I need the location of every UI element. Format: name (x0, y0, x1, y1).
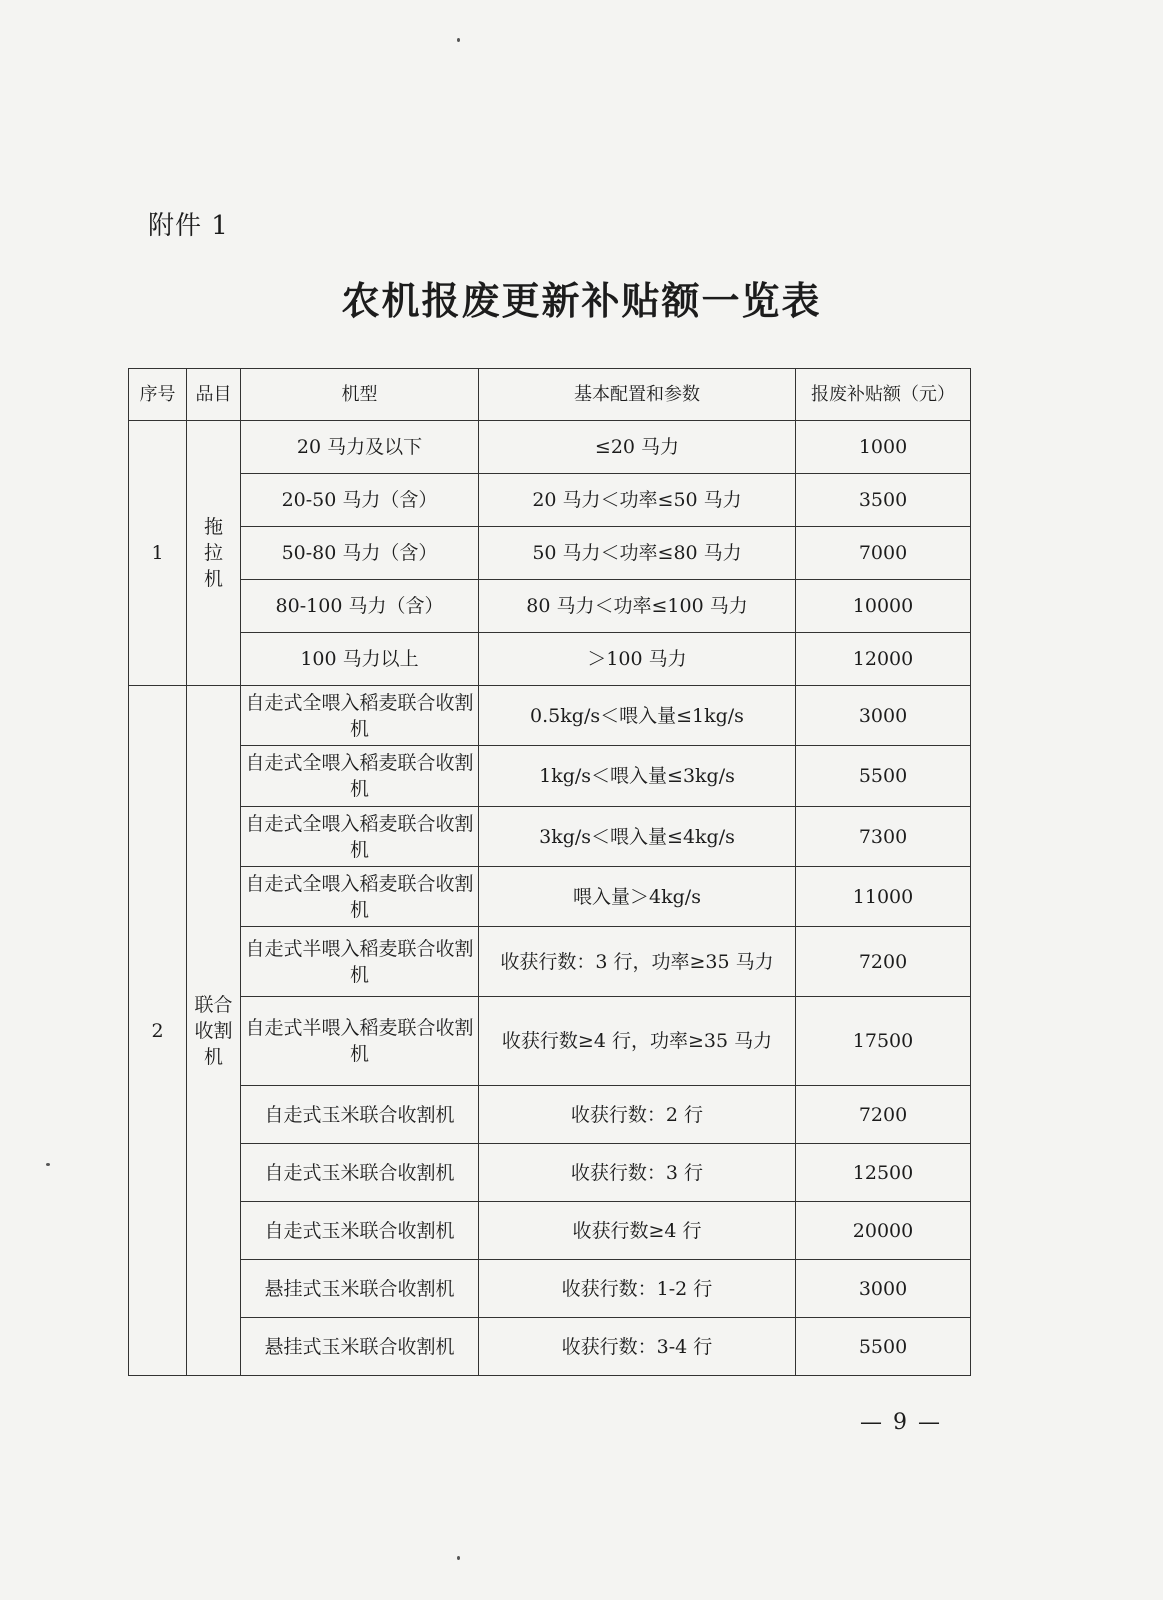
table-row (129, 474, 971, 527)
subsidy-cell: 12500 (796, 1144, 971, 1202)
subsidy-cell: 5500 (796, 746, 971, 807)
config-cell: 收获行数≥4 行 (479, 1202, 796, 1260)
subsidy-cell: 7000 (796, 527, 971, 580)
category-line: 机 (203, 568, 223, 590)
attachment-label: 附件 1 (148, 211, 229, 241)
subsidy-cell: 7300 (796, 807, 971, 867)
subsidy-cell: 3000 (796, 686, 971, 746)
model-cell: 自走式玉米联合收割机 (241, 1144, 479, 1202)
subsidy-cell: 20000 (796, 1202, 971, 1260)
subsidy-cell: 5500 (796, 1318, 971, 1376)
table-row (129, 633, 971, 686)
config-cell: 喂入量＞4kg/s (479, 867, 796, 927)
config-cell: 80 马力＜功率≤100 马力 (479, 580, 796, 633)
model-cell: 自走式半喂入稻麦联合收割机 (241, 927, 479, 997)
model-cell: 20 马力及以下 (241, 421, 479, 474)
table-row (129, 867, 971, 927)
config-cell: 收获行数≥4 行，功率≥35 马力 (479, 997, 796, 1086)
table-row (129, 927, 971, 997)
subsidy-table (128, 368, 971, 1376)
table-row (129, 1202, 971, 1260)
config-cell: 收获行数：2 行 (479, 1086, 796, 1144)
seq-cell: 1 (129, 421, 187, 686)
model-cell: 悬挂式玉米联合收割机 (241, 1260, 479, 1318)
category-cell (187, 686, 241, 1376)
subsidy-cell: 12000 (796, 633, 971, 686)
config-cell: 收获行数：3-4 行 (479, 1318, 796, 1376)
model-cell: 自走式玉米联合收割机 (241, 1202, 479, 1260)
category-line: 收割 (194, 1019, 233, 1042)
header-model: 机型 (241, 369, 479, 421)
subsidy-cell: 10000 (796, 580, 971, 633)
category-line: 拖 (203, 516, 223, 538)
model-cell: 自走式半喂入稻麦联合收割机 (241, 997, 479, 1086)
subsidy-cell: 1000 (796, 421, 971, 474)
model-cell: 50-80 马力（含） (241, 527, 479, 580)
model-cell: 自走式全喂入稻麦联合收割机 (241, 807, 479, 867)
category-line: 机 (203, 1045, 223, 1068)
subsidy-cell: 11000 (796, 867, 971, 927)
table-row (129, 1144, 971, 1202)
table-row (129, 746, 971, 807)
config-cell: 0.5kg/s＜喂入量≤1kg/s (479, 686, 796, 746)
config-cell: 收获行数：3 行，功率≥35 马力 (479, 927, 796, 997)
model-cell: 自走式全喂入稻麦联合收割机 (241, 686, 479, 746)
subsidy-cell: 3000 (796, 1260, 971, 1318)
scan-speck (46, 1163, 50, 1166)
model-cell: 80-100 马力（含） (241, 580, 479, 633)
table-row (129, 580, 971, 633)
model-cell: 20-50 马力（含） (241, 474, 479, 527)
seq-cell: 2 (129, 686, 187, 1376)
header-category: 品目 (187, 369, 241, 421)
config-cell: 1kg/s＜喂入量≤3kg/s (479, 746, 796, 807)
config-cell: 3kg/s＜喂入量≤4kg/s (479, 807, 796, 867)
header-row (129, 369, 971, 421)
header-subsidy: 报废补贴额（元） (796, 369, 971, 421)
table-row (129, 997, 971, 1086)
category-line: 拉 (203, 542, 223, 564)
table-row (129, 686, 971, 746)
table-row (129, 1086, 971, 1144)
subsidy-cell: 7200 (796, 927, 971, 997)
page-number: — 9 — (860, 1410, 942, 1435)
table-row (129, 1260, 971, 1318)
model-cell: 自走式玉米联合收割机 (241, 1086, 479, 1144)
config-cell: ＞100 马力 (479, 633, 796, 686)
header-config: 基本配置和参数 (479, 369, 796, 421)
table-row (129, 1318, 971, 1376)
config-cell: 收获行数：1-2 行 (479, 1260, 796, 1318)
subsidy-cell: 3500 (796, 474, 971, 527)
category-line: 联合 (194, 993, 233, 1016)
scan-speck (457, 1556, 460, 1560)
model-cell: 悬挂式玉米联合收割机 (241, 1318, 479, 1376)
config-cell: ≤20 马力 (479, 421, 796, 474)
model-cell: 100 马力以上 (241, 633, 479, 686)
category-cell (187, 421, 241, 686)
config-cell: 50 马力＜功率≤80 马力 (479, 527, 796, 580)
config-cell: 收获行数：3 行 (479, 1144, 796, 1202)
model-cell: 自走式全喂入稻麦联合收割机 (241, 867, 479, 927)
model-cell: 自走式全喂入稻麦联合收割机 (241, 746, 479, 807)
scan-speck (457, 38, 460, 42)
subsidy-cell: 17500 (796, 997, 971, 1086)
table-row (129, 421, 971, 474)
subsidy-cell: 7200 (796, 1086, 971, 1144)
page-title: 农机报废更新补贴额一览表 (341, 278, 822, 323)
header-seq: 序号 (129, 369, 187, 421)
table-row (129, 807, 971, 867)
config-cell: 20 马力＜功率≤50 马力 (479, 474, 796, 527)
table-row (129, 527, 971, 580)
